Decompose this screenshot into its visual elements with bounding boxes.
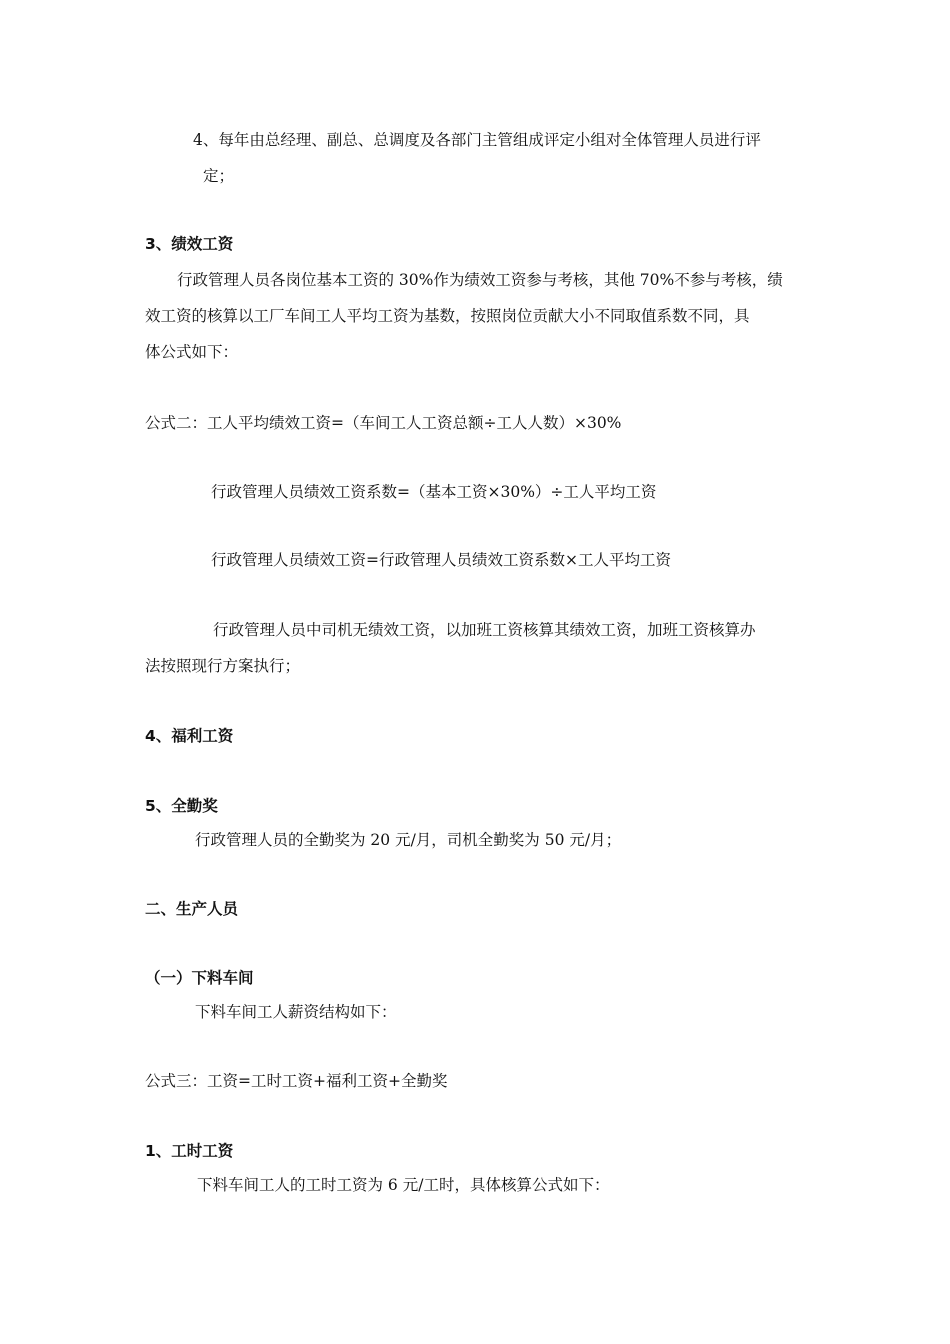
driver-para-line2: 法按照现行方案执行； xyxy=(145,657,301,675)
driver-para-line1: 行政管理人员中司机无绩效工资，以加班工资核算其绩效工资，加班工资核算办 xyxy=(213,621,756,639)
section-5-heading: 5、全勤奖 xyxy=(145,797,218,815)
section-4-heading: 4、福利工资 xyxy=(145,727,234,745)
subsection-1-heading: （一）下料车间 xyxy=(145,969,254,987)
section-3-para-line2: 效工资的核算以工厂车间工人平均工资为基数，按照岗位贡献大小不同取值系数不同，具 xyxy=(145,307,750,325)
formula-2-line3: 行政管理人员绩效工资=行政管理人员绩效工资系数×工人平均工资 xyxy=(211,551,671,569)
formula-3: 公式三：工资=工时工资+福利工资+全勤奖 xyxy=(145,1072,448,1090)
section-5-para: 行政管理人员的全勤奖为 20 元/月，司机全勤奖为 50 元/月； xyxy=(195,831,622,849)
section-3-para-line1: 行政管理人员各岗位基本工资的 30%作为绩效工资参与考核，其他 70%不参与考核，绩 xyxy=(177,271,783,289)
section-3-para-line3: 体公式如下： xyxy=(145,343,239,361)
subsection-1-item1-para: 下料车间工人的工时工资为 6 元/工时，具体核算公式如下： xyxy=(197,1176,610,1194)
subsection-1-item1-heading: 1、工时工资 xyxy=(145,1142,234,1160)
formula-2: 公式二：工人平均绩效工资=（车间工人工资总额÷工人人数）×30% xyxy=(145,414,622,432)
section-3-heading: 3、绩效工资 xyxy=(145,235,234,253)
item4-line1: 4、每年由总经理、副总、总调度及各部门主管组成评定小组对全体管理人员进行评 xyxy=(193,131,761,149)
part-2-heading: 二、生产人员 xyxy=(145,900,239,918)
subsection-1-para: 下料车间工人薪资结构如下： xyxy=(195,1003,397,1021)
item4-line2: 定； xyxy=(203,167,235,185)
formula-2-line2: 行政管理人员绩效工资系数=（基本工资×30%）÷工人平均工资 xyxy=(211,483,657,501)
